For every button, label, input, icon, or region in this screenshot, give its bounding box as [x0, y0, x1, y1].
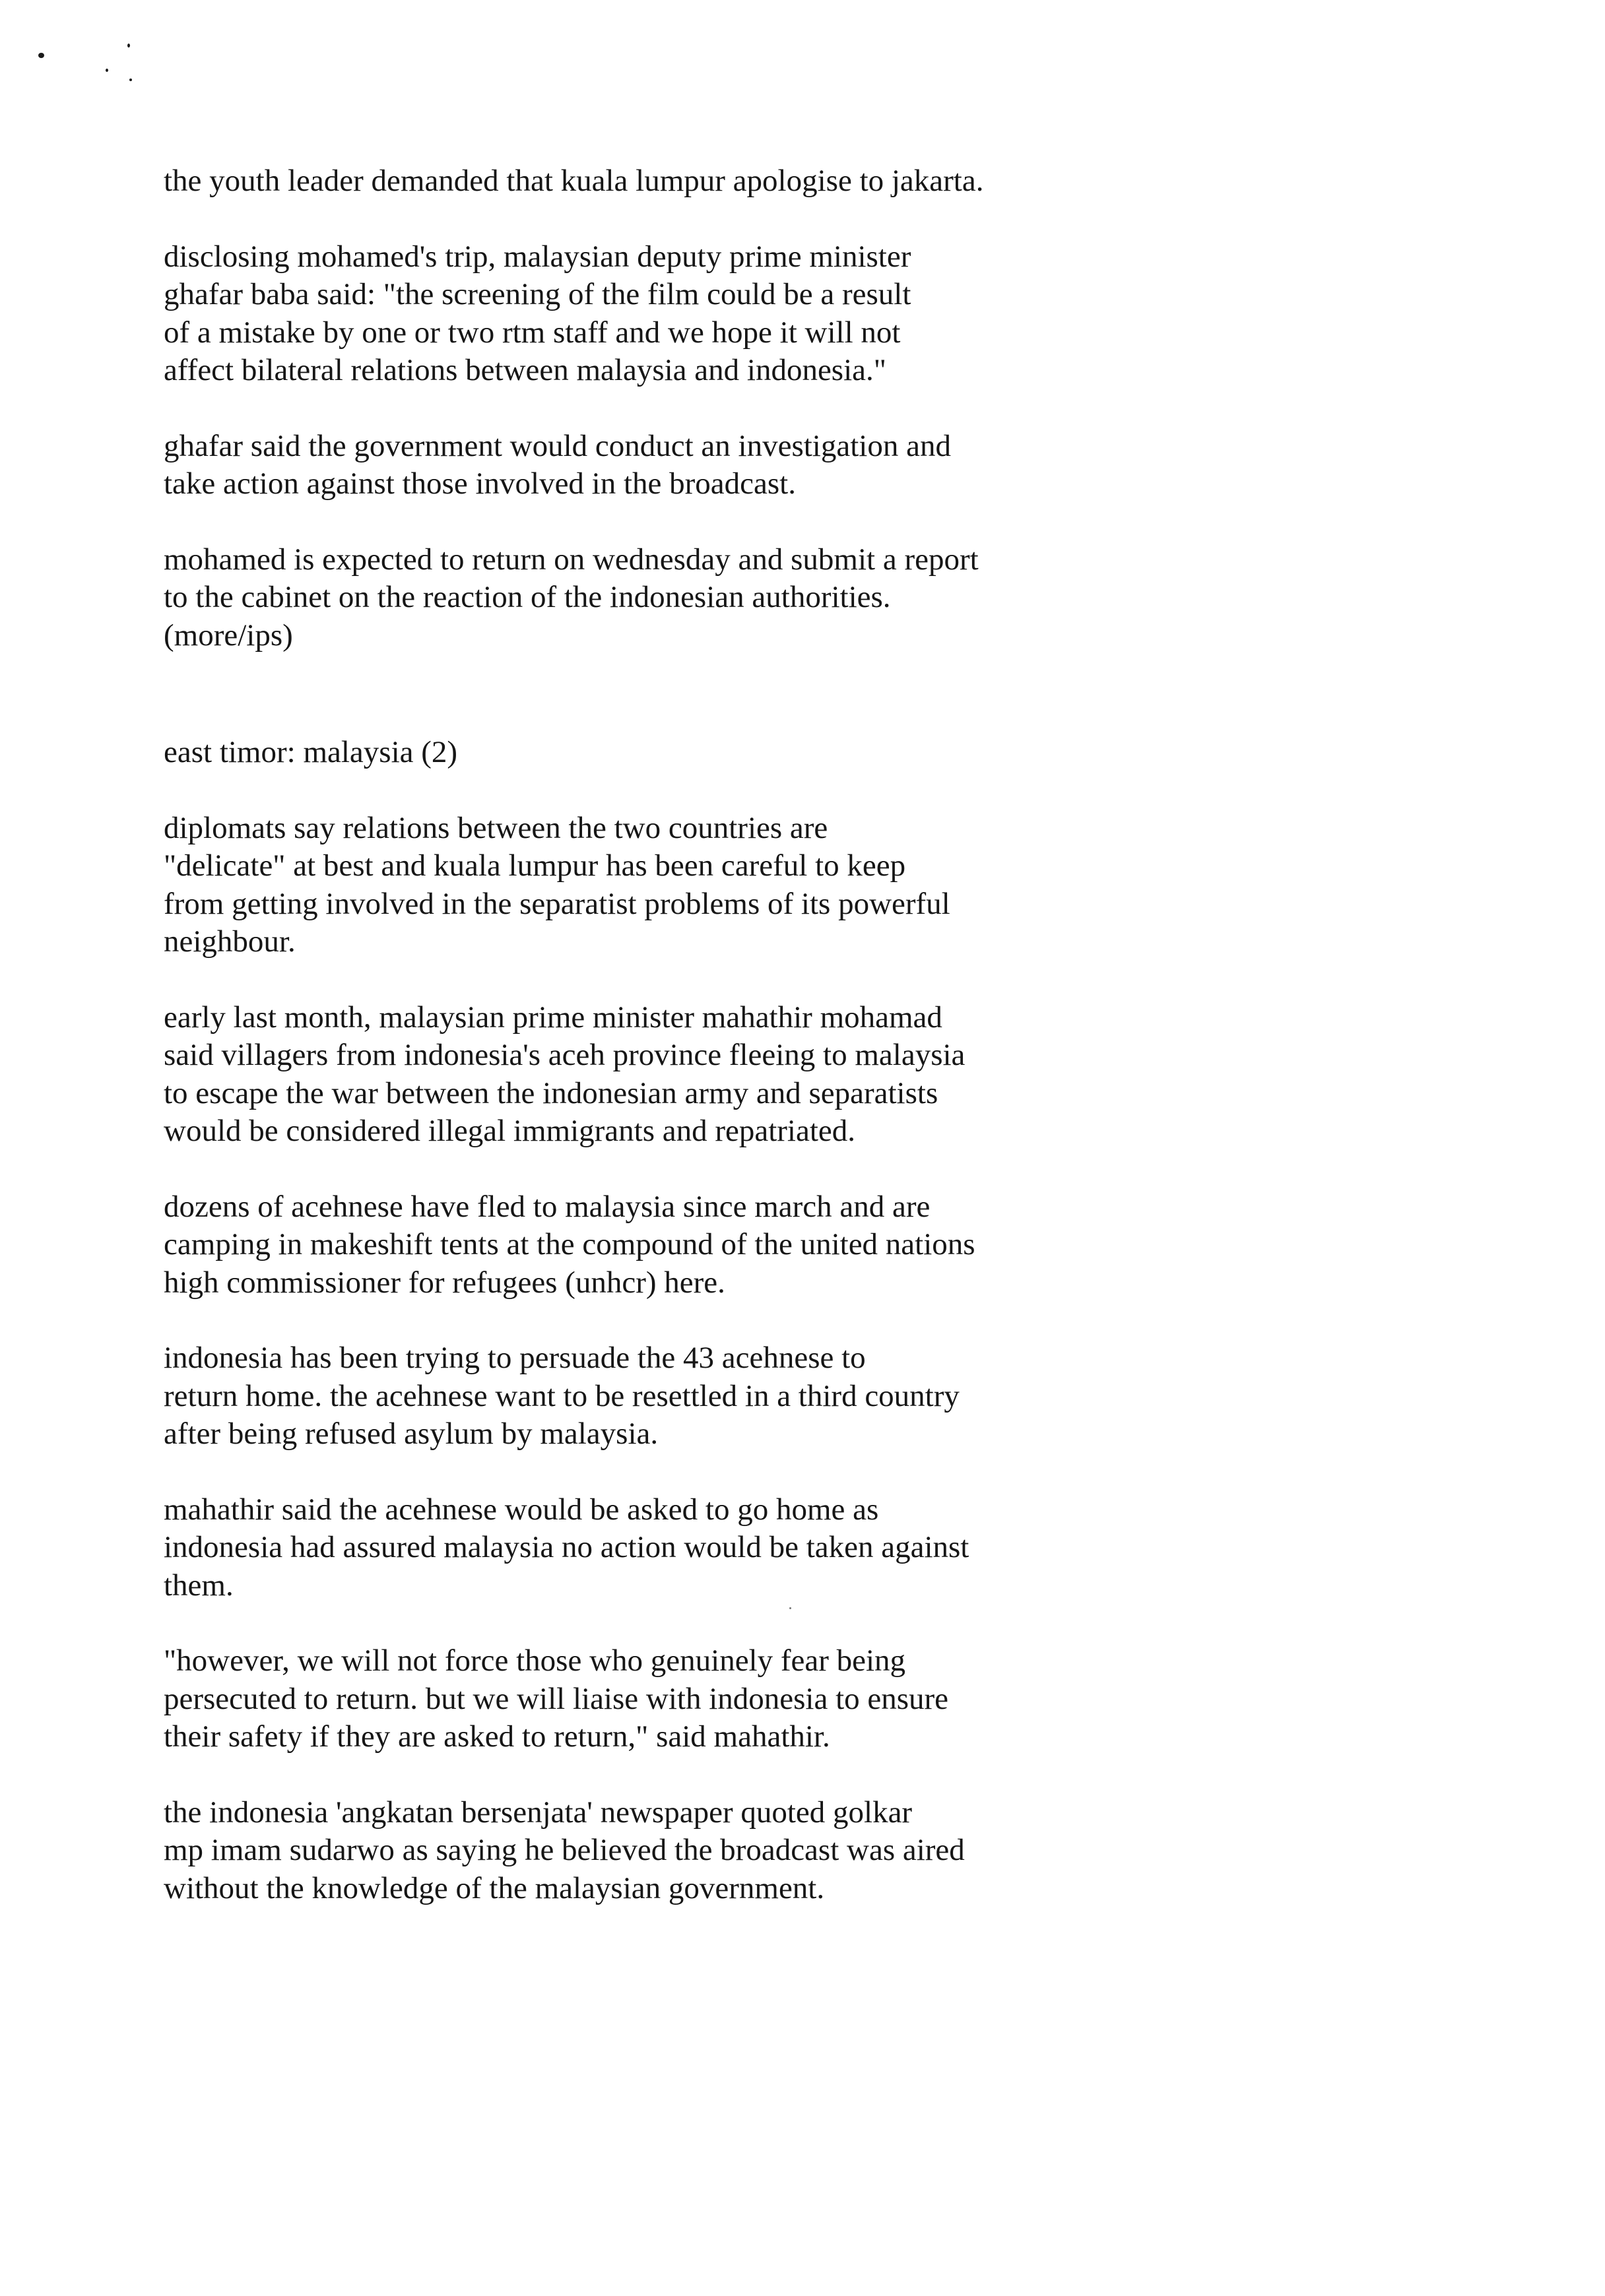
text-line: disclosing mohamed's trip, malaysian deputy prime minister [164, 239, 911, 274]
paragraph [164, 999, 1418, 1151]
text-line: early last month, malaysian prime minister mahathir mohamad [164, 1000, 942, 1035]
text-line: neighbour. [164, 924, 296, 959]
text-line: indonesia has been trying to persuade the 43 acehnese to [164, 1341, 866, 1375]
scan-speck [127, 44, 130, 48]
paragraph [164, 428, 1418, 503]
text-line: mahathir said the acehnese would be asked to go home as [164, 1492, 879, 1527]
text-line: diplomats say relations between the two countries are [164, 810, 828, 845]
text-line: persecuted to return. but we will liaise with indonesia to ensure [164, 1681, 949, 1716]
text-line: the indonesia 'angkatan bersenjata' newspaper quoted golkar [164, 1795, 913, 1830]
text-line: "delicate" at best and kuala lumpur has been careful to keep [164, 848, 906, 883]
text-line: to escape the war between the indonesian army and separatists [164, 1075, 938, 1110]
paragraph [164, 541, 1418, 655]
paragraph [164, 162, 1418, 201]
text-line: to the cabinet on the reaction of the indonesian authorities. [164, 580, 891, 614]
text-line: high commissioner for refugees (unhcr) here. [164, 1265, 725, 1300]
paragraph [164, 1642, 1418, 1756]
paragraph [164, 1188, 1418, 1302]
text-line: would be considered illegal immigrants and repatriated. [164, 1114, 856, 1148]
text-line: ghafar baba said: "the screening of the film could be a result [164, 277, 911, 311]
text-line: "however, we will not force those who genuinely fear being [164, 1643, 906, 1678]
paragraph [164, 238, 1418, 390]
text-line: mp imam sudarwo as saying he believed the broadcast was aired [164, 1833, 965, 1867]
text-line: after being refused asylum by malaysia. [164, 1417, 659, 1451]
text-line: take action against those involved in the broadcast. [164, 466, 796, 501]
text-line: dozens of acehnese have fled to malaysia since march and are [164, 1189, 931, 1224]
paragraph [164, 810, 1418, 961]
text-line: indonesia had assured malaysia no action would be taken against [164, 1530, 969, 1564]
text-line: camping in makeshift tents at the compound of the united nations [164, 1227, 975, 1261]
scan-speck [38, 53, 44, 58]
paragraph [164, 1339, 1418, 1453]
text-line: them. [164, 1568, 234, 1603]
paragraph [164, 1491, 1418, 1605]
scan-speck [129, 79, 132, 81]
text-line: of a mistake by one or two rtm staff and we hope it will not [164, 315, 901, 350]
section-heading-text: east timor: malaysia (2) [164, 735, 458, 769]
text-line: ghafar said the government would conduct an investigation and [164, 428, 951, 463]
text-line: the youth leader demanded that kuala lumpur apologise to jakarta. [164, 164, 984, 198]
text-line: without the knowledge of the malaysian government. [164, 1870, 825, 1905]
text-line: (more/ips) [164, 618, 293, 653]
text-line: affect bilateral relations between malaysia and indonesia." [164, 353, 886, 387]
text-line: their safety if they are asked to return," said mahathir. [164, 1719, 830, 1754]
document-body [164, 162, 1418, 1945]
paragraph [164, 1794, 1418, 1908]
section-heading [164, 734, 1418, 772]
scan-speck [106, 69, 108, 72]
text-line: return home. the acehnese want to be resettled in a third country [164, 1378, 960, 1413]
text-line: mohamed is expected to return on wednesday and submit a report [164, 542, 979, 577]
text-line: said villagers from indonesia's aceh province fleeing to malaysia [164, 1038, 966, 1072]
text-line: from getting involved in the separatist problems of its powerful [164, 886, 950, 921]
